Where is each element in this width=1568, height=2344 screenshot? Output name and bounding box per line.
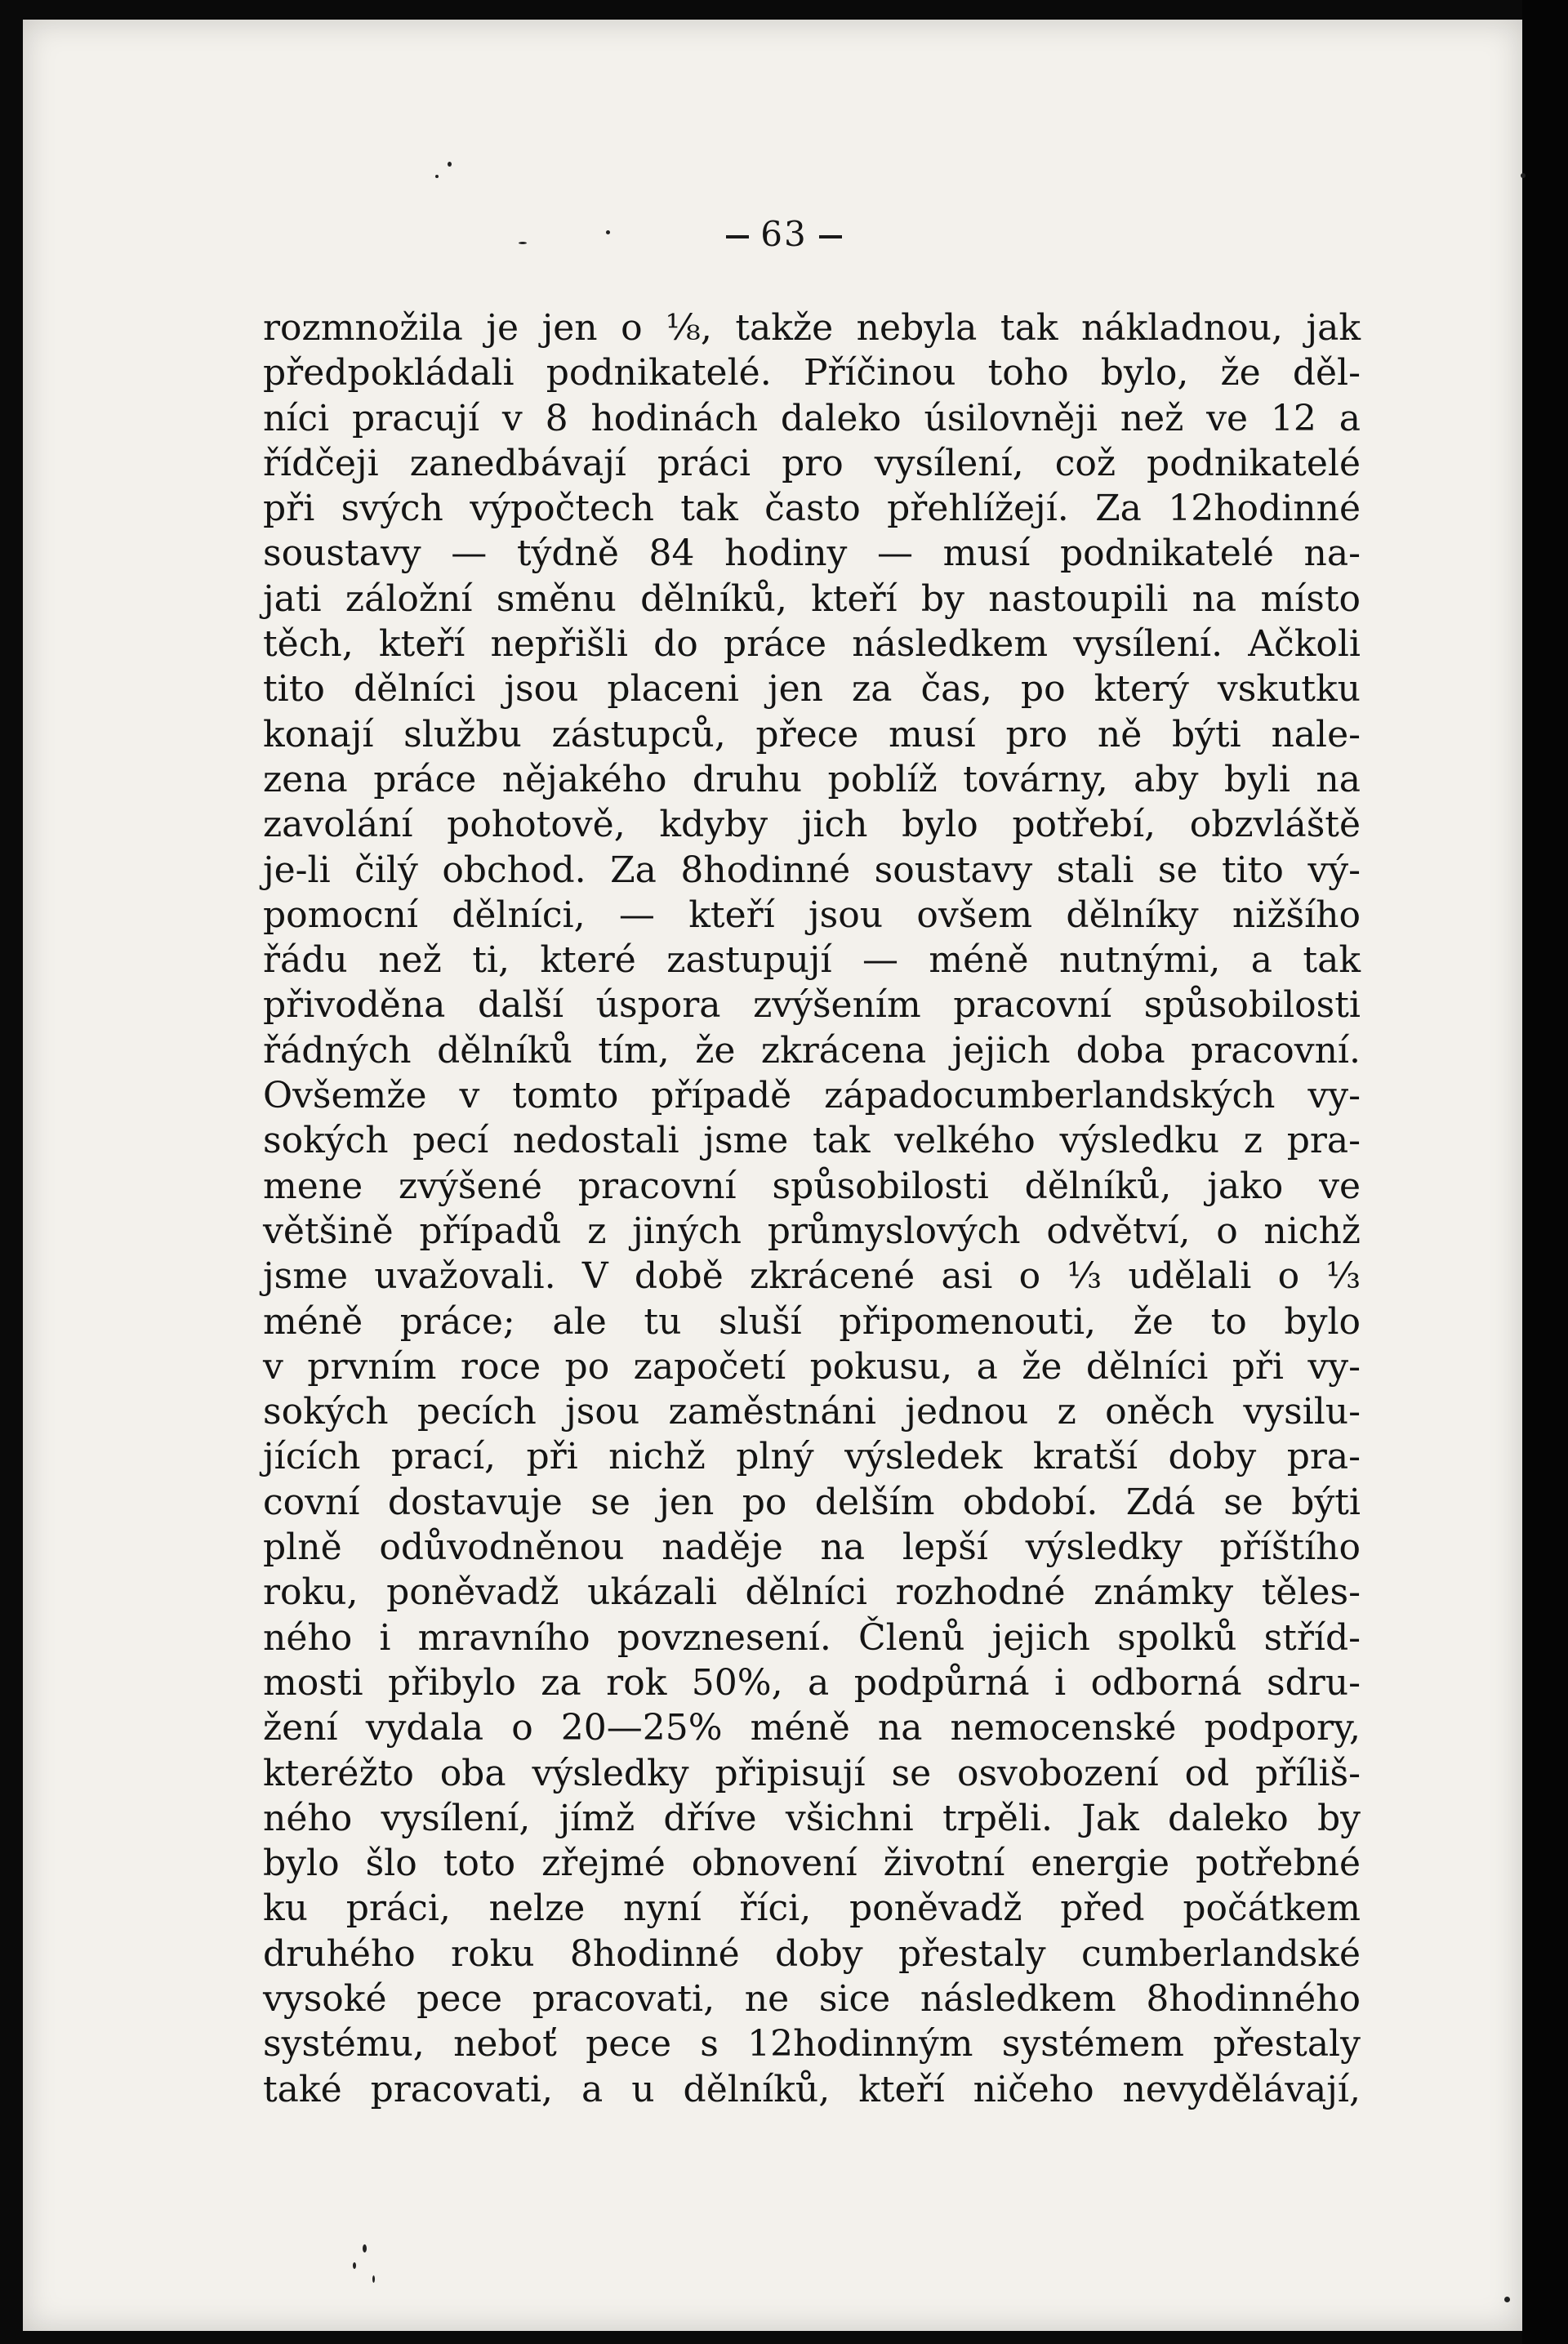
text-line: v prvním roce po započetí pokusu, a že dělníci při vy- (263, 1345, 1361, 1388)
text-line: systému, neboť pece s 12hodinným systémem přestaly (263, 2023, 1361, 2065)
text-line: soustavy — týdně 84 hodiny — musí podnikatelé na- (263, 533, 1361, 575)
text-line: přivoděna další úspora zvýšením pracovní spůsobilosti (263, 984, 1361, 1027)
text-line: Ovšemže v tomto případě západocumberlandských vy- (263, 1075, 1361, 1117)
page-number (0, 214, 1568, 254)
text-line: ného i mravního povznesení. Členů jejich spolků stříd- (263, 1616, 1361, 1659)
body-text (263, 305, 1361, 2112)
text-line: ku práci, nelze nyní říci, poněvadž před počátkem (263, 1887, 1361, 1930)
text-line: plně odůvodněnou naděje na lepší výsledky příštího (263, 1526, 1361, 1569)
text-line: řádu než ti, které zastupují — méně nutnými, a tak (263, 939, 1361, 982)
page-number-value: 63 (760, 214, 808, 254)
text-line: roku, poněvadž ukázali dělníci rozhodné známky těles- (263, 1571, 1361, 1614)
scan-speck (606, 230, 610, 234)
text-line: zena práce nějakého druhu poblíž továrny, aby byli na (263, 758, 1361, 800)
text-line: ného vysílení, jímž dříve všichni trpěli. Jak daleko by (263, 1797, 1361, 1839)
text-line: kteréžto oba výsledky připisují se osvobození od příliš- (263, 1752, 1361, 1794)
scan-speck (372, 2275, 375, 2283)
text-line: tito dělníci jsou placeni jen za čas, po který vskutku (263, 668, 1361, 711)
scan-speck (519, 242, 527, 244)
scan-speck (363, 2244, 367, 2253)
scan-speck (1521, 173, 1526, 178)
text-line: rozmnožila je jen o ⅛, takže nebyla tak nákladnou, jak (263, 307, 1361, 349)
text-line: řádných dělníků tím, že zkrácena jejich doba pracovní. (263, 1029, 1361, 1072)
text-line: vysoké pece pracovati, ne sice následkem 8hodinného (263, 1977, 1361, 2020)
text-line: níci pracují v 8 hodinách daleko úsilovněji než ve 12 a (263, 397, 1361, 439)
text-line: jících prací, při nichž plný výsledek kratší doby pra- (263, 1436, 1361, 1478)
text-line: předpokládali podnikatelé. Příčinou toho bylo, že děl- (263, 352, 1361, 394)
scan-speck (1504, 2297, 1510, 2302)
text-line: jati záložní směnu dělníků, kteří by nastoupili na místo (263, 577, 1361, 620)
scan-speck (353, 2262, 356, 2269)
text-line: při svých výpočtech tak často přehlížejí. Za 12hodinné (263, 488, 1361, 530)
scan-speck (435, 175, 439, 178)
text-line: sokých pecí nedostali jsme tak velkého výsledku z pra- (263, 1120, 1361, 1162)
page-edge-shadow (1522, 0, 1568, 2344)
page-number-dash-left (726, 235, 749, 238)
text-line: těch, kteří nepřišli do práce následkem vysílení. Ačkoli (263, 623, 1361, 666)
text-line: jsme uvažovali. V době zkrácené asi o ⅓ udělali o ⅓ (263, 1255, 1361, 1298)
text-line: sokých pecích jsou zaměstnáni jednou z oněch vysilu- (263, 1391, 1361, 1433)
text-line: žení vydala o 20—25% méně na nemocenské podpory, (263, 1707, 1361, 1749)
text-line: pomocní dělníci, — kteří jsou ovšem dělníky nižšího (263, 893, 1361, 936)
text-line: konají službu zástupců, přece musí pro ně býti nale- (263, 713, 1361, 755)
text-line: zavolání pohotově, kdyby jich bylo potřebí, obzvláště (263, 804, 1361, 846)
text-line: druhého roku 8hodinné doby přestaly cumberlandské (263, 1932, 1361, 1975)
text-line: většině případů z jiných průmyslových odvětví, o nichž (263, 1210, 1361, 1252)
text-line: bylo šlo toto zřejmé obnovení životní energie potřebné (263, 1843, 1361, 1885)
text-line: méně práce; ale tu sluší připomenouti, že to bylo (263, 1300, 1361, 1343)
scan-speck (448, 162, 452, 167)
page-number-dash-right (819, 235, 842, 238)
text-line: mene zvýšené pracovní spůsobilosti dělníků, jako ve (263, 1165, 1361, 1207)
text-line: je-li čilý obchod. Za 8hodinné soustavy stali se tito vý- (263, 849, 1361, 891)
text-line: mosti přibylo za rok 50%, a podpůrná i odborná sdru- (263, 1661, 1361, 1704)
text-line: covní dostavuje se jen po delším období. Zdá se býti (263, 1481, 1361, 1523)
text-line: také pracovati, a u dělníků, kteří ničeho nevydělávají, (263, 2068, 1361, 2110)
text-line: řídčeji zanedbávají práci pro vysílení, což podnikatelé (263, 442, 1361, 484)
